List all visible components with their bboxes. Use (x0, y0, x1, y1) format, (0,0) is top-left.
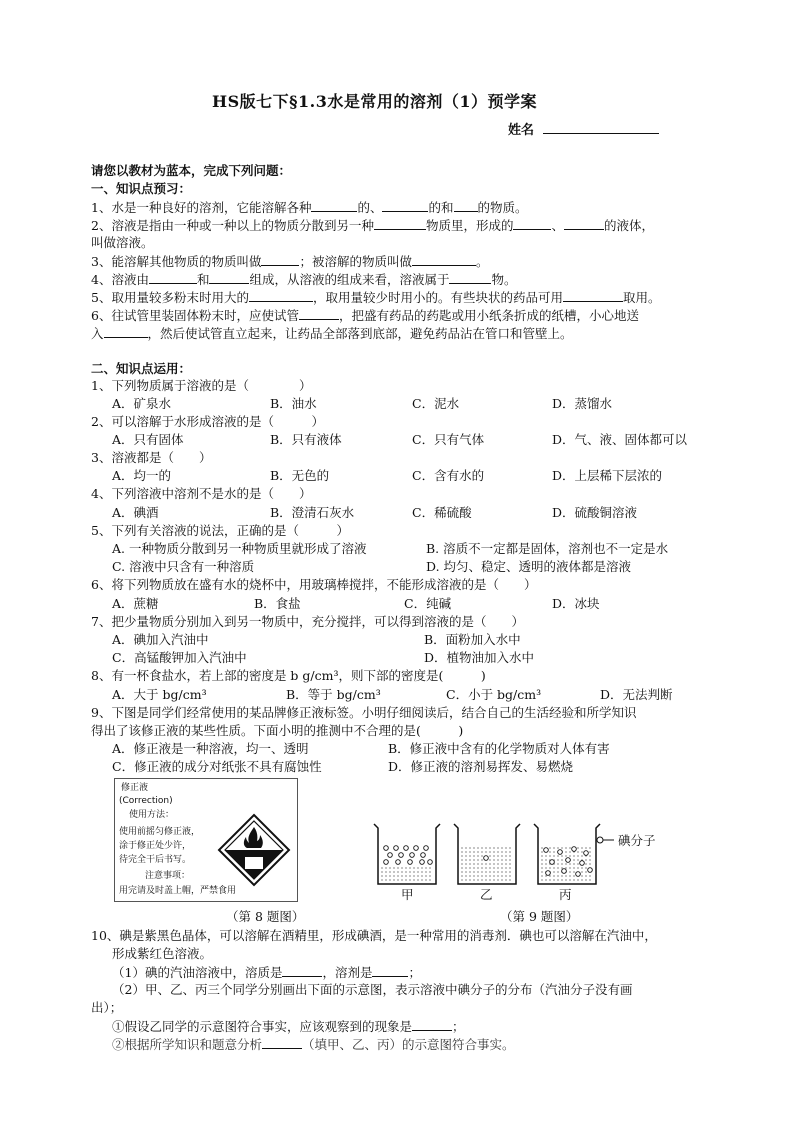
label-usage-1: 使用前摇匀修正液， (119, 827, 201, 837)
q8-option-c[interactable]: C．小于 bg/cm³ (446, 687, 542, 702)
q10-sub4: ②根据所学知识和题意分析 （填甲、乙、丙）的示意图符合事实。 (112, 1037, 515, 1052)
fig9-caption: （第 9 题图） (500, 909, 579, 924)
q5-option-b[interactable]: B. 溶质不一定都是固体，溶剂也不一定是水 (426, 541, 669, 556)
q8-option-b[interactable]: B．等于 bg/cm³ (286, 687, 381, 702)
name-label: 姓名 (508, 122, 659, 138)
q8-stem: 8、有一杯食盐水，若上部的密度是 b g/cm³，则下部的密度是( ) (91, 668, 486, 683)
q2-option-d[interactable]: D．气、液、固体都可以 (552, 432, 688, 447)
q3-option-d[interactable]: D．上层稀下层浓的 (552, 468, 663, 483)
q3-stem: 3、溶液都是（ ） (91, 450, 212, 465)
q3-option-c[interactable]: C．含有水的 (412, 468, 485, 483)
s1-line-7: 6、往试管里装固体粉末时，应使试管 ，把盛有药品的药匙或用小纸条折成的纸槽，小心地送 (91, 308, 639, 323)
label-notes-1: 用完请及时盖上帽，严禁食用 (119, 886, 237, 896)
label-notes-heading: 注意事项： (145, 871, 191, 881)
q10-line2: 形成紫红色溶液。 (112, 946, 213, 961)
q4-option-a[interactable]: A．碘酒 (112, 505, 159, 520)
beaker-label-yi: 乙 (480, 887, 493, 902)
q4-option-d[interactable]: D．硫酸铜溶液 (552, 505, 638, 520)
q8-option-d[interactable]: D．无法判断 (600, 687, 673, 702)
q9-option-b[interactable]: B．修正液中含有的化学物质对人体有害 (388, 741, 610, 756)
beaker-bing (534, 824, 600, 884)
beaker-label-jia: 甲 (401, 887, 414, 902)
q10-sub3: ①假设乙同学的示意图符合事实，应该观察到的现象是 ； (112, 1019, 465, 1034)
q10-sub2-line2: 出）； (91, 1000, 123, 1015)
section2-heading: 二、知识点运用： (91, 361, 192, 376)
q4-option-c[interactable]: C．稀硫酸 (412, 505, 472, 520)
q7-option-a[interactable]: A．碘加入汽油中 (112, 632, 209, 647)
label-usage-2: 涂于修正处少许， (119, 841, 192, 851)
iodine-molecule-legend: 碘分子 (618, 833, 656, 848)
q7-option-d[interactable]: D．植物油加入水中 (424, 650, 535, 665)
q2-option-b[interactable]: B．只有液体 (270, 432, 342, 447)
q6-option-c[interactable]: C．纯碱 (404, 596, 452, 611)
q5-stem: 5、下列有关溶液的说法，正确的是（ ） (91, 523, 349, 538)
flammable-hazard-icon (217, 813, 291, 887)
q5-option-d[interactable]: D. 均匀、稳定、透明的液体都是溶液 (426, 559, 632, 574)
beaker-jia (374, 824, 440, 884)
q7-stem: 7、把少量物质分别加入到另一物质中，充分搅拌，可以得到溶液的是（ ） (91, 614, 524, 629)
q9-option-d[interactable]: D．修正液的溶剂易挥发、易燃烧 (388, 759, 574, 774)
q10-sub1: （1）碘的汽油溶液中，溶质是 ，溶剂是 ； (112, 965, 421, 980)
q8-option-a[interactable]: A．大于 bg/cm³ (112, 687, 207, 702)
q5-option-c[interactable]: C. 溶液中只含有一种溶质 (112, 559, 255, 574)
q6-stem: 6、将下列物质放在盛有水的烧杯中，用玻璃棒搅拌，不能形成溶液的是（ ） (91, 577, 537, 592)
q1-stem: 1、下列物质属于溶液的是（ ） (91, 378, 312, 393)
s1-line-2: 2、溶液是指由一种或一种以上的物质分散到另一种 物质里，形成的 、 的液体， (91, 218, 655, 233)
q9-stem-line2: 得出了该修正液的某些性质。下面小明的推测中不合理的是( ) (91, 723, 464, 738)
correction-fluid-label (114, 778, 298, 902)
q2-stem: 2、可以溶解于水形成溶液的是（ ） (91, 414, 324, 429)
s1-line-5: 4、溶液由 和 组成，从溶液的组成来看，溶液属于 物。 (91, 272, 517, 287)
q2-option-a[interactable]: A．只有固体 (112, 432, 184, 447)
q9-option-c[interactable]: C．修正液的成分对纸张不具有腐蚀性 (112, 759, 322, 774)
q9-stem-line1: 9、下图是同学们经常使用的某品牌修正液标签。小明仔细阅读后，结合自己的生活经验和所学知识 (91, 705, 637, 720)
page-title: HS版七下§1.3水是常用的溶剂（1）预学案 (212, 92, 538, 111)
s1-line-1: 1、水是一种良好的溶剂，它能溶解各种 的、 的和 的物质。 (91, 200, 528, 215)
q6-option-d[interactable]: D．冰块 (552, 596, 600, 611)
q7-option-b[interactable]: B．面粉加入水中 (424, 632, 521, 647)
q4-stem: 4、下列溶液中溶剂不是水的是（ ） (91, 486, 312, 501)
q1-option-d[interactable]: D．蒸馏水 (552, 396, 613, 411)
q5-option-a[interactable]: A. 一种物质分散到另一种物质里就形成了溶液 (112, 541, 367, 556)
q1-option-a[interactable]: A．矿泉水 (112, 396, 172, 411)
q10-sub2-line1: （2）甲、乙、丙三个同学分别画出下面的示意图，表示溶液中碘分子的分布（汽油分子没有画 (112, 982, 633, 997)
label-usage-3: 待完全干后书写。 (119, 855, 192, 865)
label-subtitle: (Correction) (119, 796, 173, 806)
beaker-yi (454, 824, 520, 884)
q9-option-a[interactable]: A．修正液是一种溶液，均一、透明 (112, 741, 309, 756)
s1-line-8: 入 ，然后使试管直立起来，让药品全部落到底部，避免药品沾在管口和管壁上。 (91, 326, 573, 341)
beaker-label-bing: 丙 (559, 887, 572, 902)
q3-option-a[interactable]: A．均一的 (112, 468, 172, 483)
fig8-caption: （第 8 题图） (226, 909, 305, 924)
q1-option-b[interactable]: B．油水 (270, 396, 317, 411)
q3-option-b[interactable]: B．无色的 (270, 468, 330, 483)
s1-line-3: 叫做溶液。 (91, 235, 154, 250)
beaker-diagram (368, 818, 668, 894)
q10-line1: 10、碘是紫黑色晶体，可以溶解在酒精里，形成碘酒，是一种常用的消毒剂．碘也可以溶解在汽油中， (91, 928, 657, 943)
q2-option-c[interactable]: C．只有气体 (412, 432, 485, 447)
q4-option-b[interactable]: B．澄清石灰水 (270, 505, 355, 520)
q1-option-c[interactable]: C．泥水 (412, 396, 460, 411)
intro-text: 请您以教材为蓝本，完成下列问题： (91, 163, 292, 178)
q7-option-c[interactable]: C．高锰酸钾加入汽油中 (112, 650, 247, 665)
section1-heading: 一、知识点预习： (91, 181, 192, 196)
q6-option-a[interactable]: A．蔗糖 (112, 596, 159, 611)
name-field[interactable] (543, 122, 659, 134)
q6-option-b[interactable]: B．食盐 (254, 596, 301, 611)
s1-line-4: 3、能溶解其他物质的物质叫做 ；被溶解的物质叫做 。 (91, 254, 489, 269)
label-title: 修正液 (121, 783, 149, 793)
label-usage-heading: 使用方法： (129, 810, 175, 820)
s1-line-6: 5、取用量较多粉末时用大的 ，取用量较少时用小的。有些块状的药品可用 取用。 (91, 290, 661, 305)
